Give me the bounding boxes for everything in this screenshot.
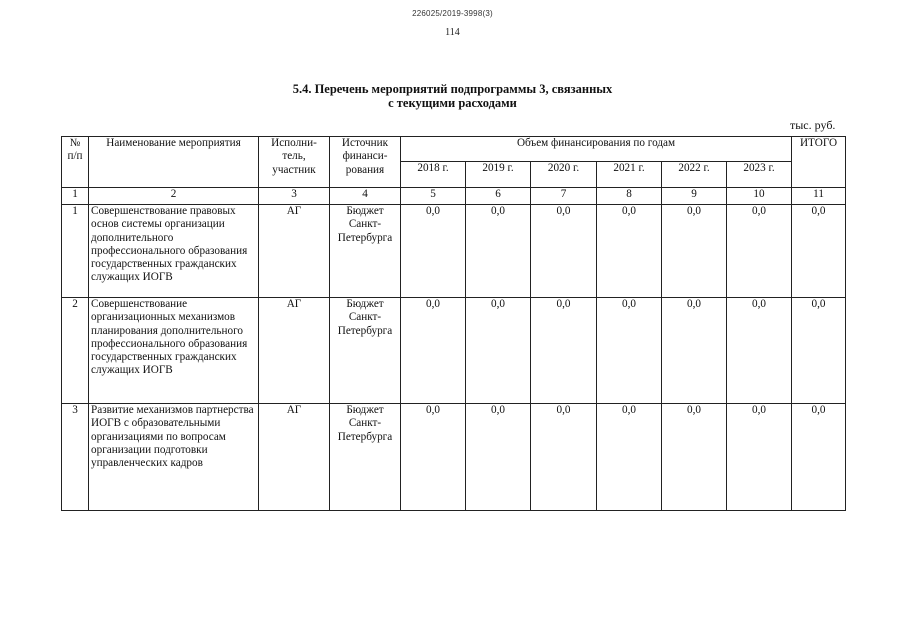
value-cell: 0,0 <box>662 404 727 511</box>
units-label: тыс. руб. <box>790 118 836 132</box>
header-year: 2023 г. <box>727 162 792 188</box>
executor-cell: АГ <box>259 298 330 404</box>
total-cell: 0,0 <box>792 404 846 511</box>
header-year: 2021 г. <box>597 162 662 188</box>
source-cell: Бюджет Санкт-Петербурга <box>330 205 401 298</box>
page-number: 114 <box>445 27 460 38</box>
value-cell: 0,0 <box>727 298 792 404</box>
table-row <box>62 298 846 404</box>
header-executor: Исполни- тель, участник <box>259 137 330 188</box>
column-number: 8 <box>597 188 662 205</box>
measures-table <box>61 136 846 511</box>
row-number: 3 <box>62 404 89 511</box>
column-number: 11 <box>792 188 846 205</box>
measure-name: Совершенствование правовых основ системы организации дополнительного профессионального образования государственных гражданских служащих ИОГВ <box>89 205 259 298</box>
page-title <box>0 82 905 110</box>
value-cell: 0,0 <box>466 205 531 298</box>
measure-name: Совершенствование организационных механизмов планирования дополнительного профессионального образования государственных гражданских служащих ИОГВ <box>89 298 259 404</box>
title-line-2: с текущими расходами <box>388 96 517 110</box>
value-cell: 0,0 <box>531 298 597 404</box>
header-no: № п/п <box>62 137 89 188</box>
header-source: Источник финанси- рования <box>330 137 401 188</box>
header-year: 2018 г. <box>401 162 466 188</box>
value-cell: 0,0 <box>727 205 792 298</box>
row-number: 2 <box>62 298 89 404</box>
column-number: 4 <box>330 188 401 205</box>
header-year: 2019 г. <box>466 162 531 188</box>
value-cell: 0,0 <box>531 205 597 298</box>
executor-cell: АГ <box>259 404 330 511</box>
value-cell: 0,0 <box>531 404 597 511</box>
table-header-row <box>62 137 846 162</box>
value-cell: 0,0 <box>401 205 466 298</box>
header-year: 2020 г. <box>531 162 597 188</box>
column-numbers-row <box>62 188 846 205</box>
value-cell: 0,0 <box>597 404 662 511</box>
source-cell: Бюджет Санкт-Петербурга <box>330 404 401 511</box>
column-number: 9 <box>662 188 727 205</box>
value-cell: 0,0 <box>466 298 531 404</box>
header-name: Наименование мероприятия <box>89 137 259 188</box>
executor-cell: АГ <box>259 205 330 298</box>
column-number: 10 <box>727 188 792 205</box>
table-row <box>62 404 846 511</box>
value-cell: 0,0 <box>597 205 662 298</box>
value-cell: 0,0 <box>662 205 727 298</box>
column-number: 2 <box>89 188 259 205</box>
value-cell: 0,0 <box>662 298 727 404</box>
column-number: 6 <box>466 188 531 205</box>
header-year: 2022 г. <box>662 162 727 188</box>
column-number: 3 <box>259 188 330 205</box>
value-cell: 0,0 <box>466 404 531 511</box>
total-cell: 0,0 <box>792 205 846 298</box>
measure-name: Развитие механизмов партнерства ИОГВ с образовательными организациями по вопросам организации подготовки управленческих кадров <box>89 404 259 511</box>
value-cell: 0,0 <box>727 404 792 511</box>
row-number: 1 <box>62 205 89 298</box>
header-total: ИТОГО <box>792 137 846 188</box>
table-row <box>62 205 846 298</box>
value-cell: 0,0 <box>401 298 466 404</box>
value-cell: 0,0 <box>401 404 466 511</box>
source-cell: Бюджет Санкт-Петербурга <box>330 298 401 404</box>
column-number: 1 <box>62 188 89 205</box>
value-cell: 0,0 <box>597 298 662 404</box>
title-line-1: 5.4. Перечень мероприятий подпрограммы 3, связанных <box>292 82 613 96</box>
column-number: 7 <box>531 188 597 205</box>
column-number: 5 <box>401 188 466 205</box>
document-id: 226025/2019-3998(3) <box>412 9 493 18</box>
header-financing: Объем финансирования по годам <box>401 137 792 162</box>
total-cell: 0,0 <box>792 298 846 404</box>
